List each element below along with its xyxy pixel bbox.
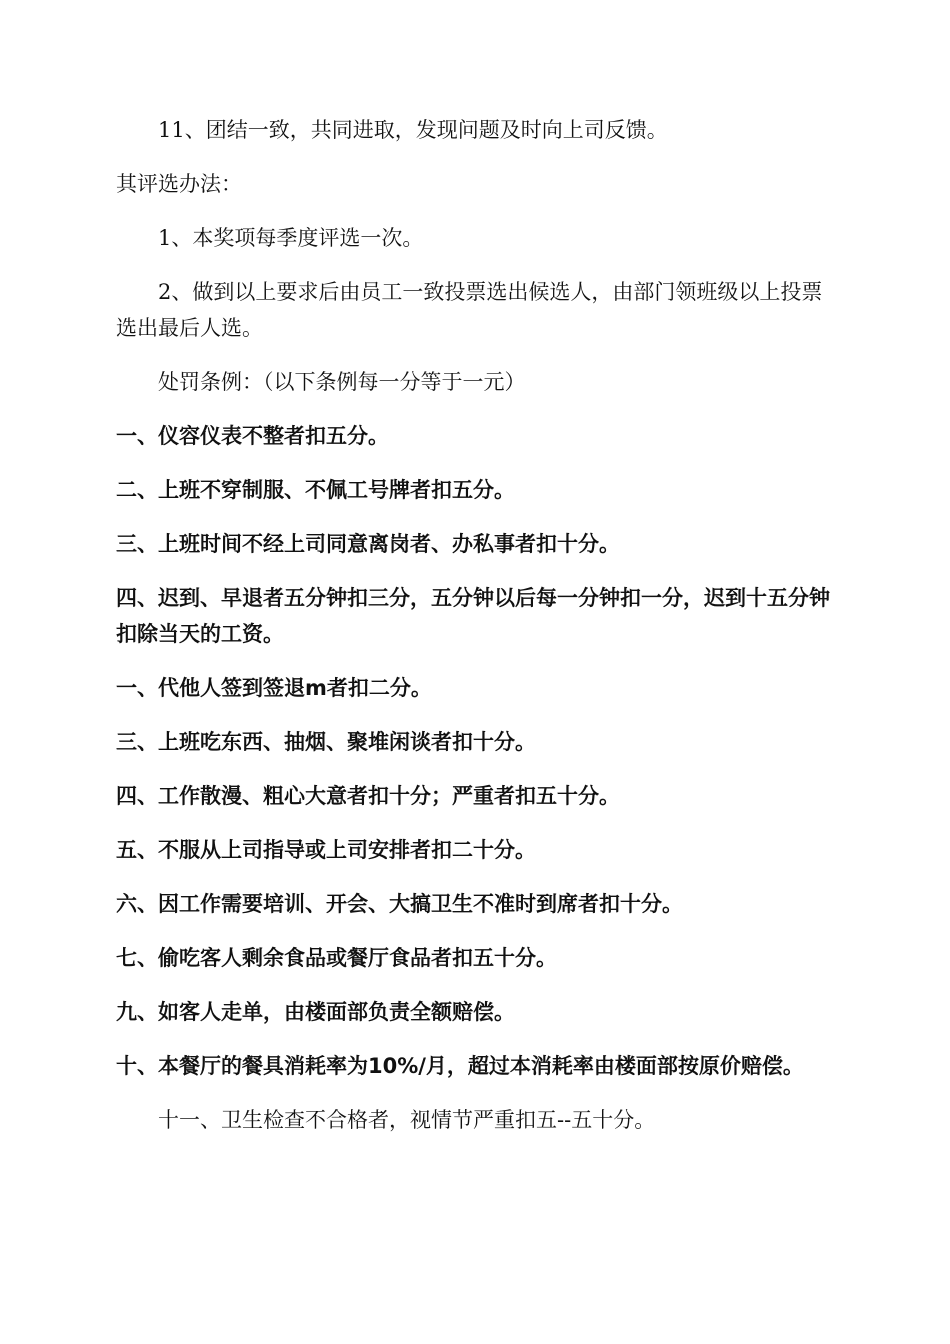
penalty-item: 二、上班不穿制服、不佩工号牌者扣五分。 — [116, 478, 515, 502]
document-body — [116, 112, 836, 1156]
penalty-item: 九、如客人走单，由楼面部负责全额赔偿。 — [116, 1000, 515, 1024]
penalty-item: 三、上班时间不经上司同意离岗者、办私事者扣十分。 — [116, 532, 620, 556]
penalty-item: 十、本餐厅的餐具消耗率为10%/月，超过本消耗率由楼面部按原价赔偿。 — [116, 1054, 804, 1078]
selection-method-item: 1、本奖项每季度评选一次。 — [158, 226, 424, 250]
penalty-item: 六、因工作需要培训、开会、大搞卫生不准时到席者扣十分。 — [116, 892, 683, 916]
penalty-item: 一、代他人签到签退m者扣二分。 — [116, 676, 432, 700]
penalty-item: 七、偷吃客人剩余食品或餐厅食品者扣五十分。 — [116, 946, 557, 970]
penalty-item: 五、不服从上司指导或上司安排者扣二十分。 — [116, 838, 536, 862]
penalty-item: 三、上班吃东西、抽烟、聚堆闲谈者扣十分。 — [116, 730, 536, 754]
selection-method-heading: 其评选办法： — [116, 172, 242, 196]
rule-paragraph-teamwork: 11、团结一致，共同进取，发现问题及时向上司反馈。 — [158, 118, 668, 142]
penalty-rules-heading: 处罚条例：（以下条例每一分等于一元） — [158, 370, 526, 394]
penalty-item-hygiene: 十一、卫生检查不合格者，视情节严重扣五--五十分。 — [158, 1108, 656, 1132]
penalty-item: 四、迟到、早退者五分钟扣三分，五分钟以后每一分钟扣一分，迟到十五分钟扣除当天的工资。 — [116, 586, 830, 646]
penalty-item: 一、仪容仪表不整者扣五分。 — [116, 424, 389, 448]
selection-method-item: 2、做到以上要求后由员工一致投票选出候选人，由部门领班级以上投票选出最后人选。 — [116, 280, 823, 340]
penalty-item: 四、工作散漫、粗心大意者扣十分；严重者扣五十分。 — [116, 784, 620, 808]
